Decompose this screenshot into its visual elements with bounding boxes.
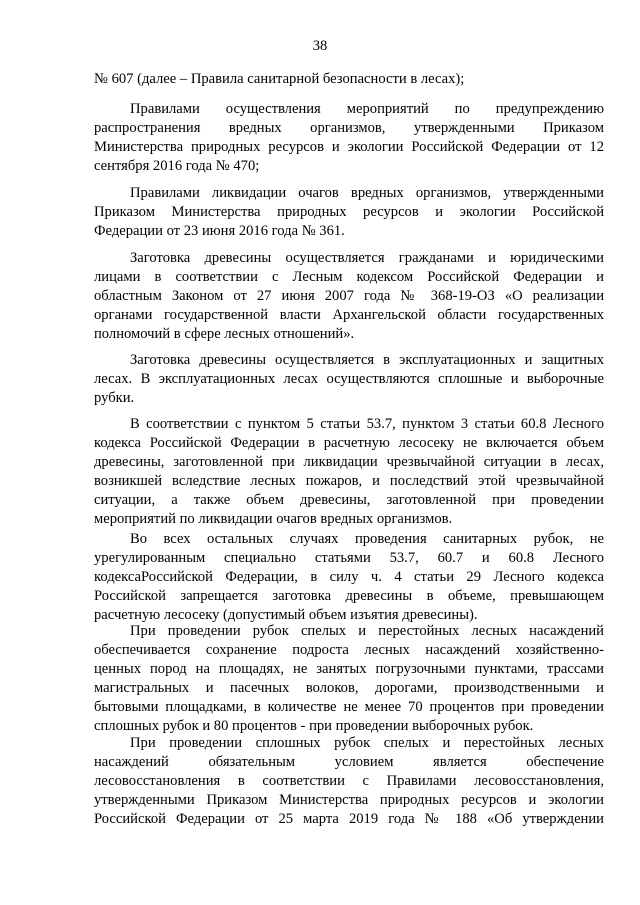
paragraph [94,249,604,344]
text-line: бытовыми площадками, в количестве не менее 70 процентов при проведении [94,699,604,716]
text-line: полномочий в сфере лесных отношений». [94,326,355,343]
text-line: При проведении рубок спелых и перестойных лесных насаждений [130,623,604,639]
paragraph [94,734,604,829]
paragraph [94,415,604,530]
text-line: областным Законом от 27 июня 2007 года № 368-19-ОЗ «О реализации [94,288,604,305]
paragraph [94,184,604,241]
text-line: Федерации от 23 июня 2016 года № 361. [94,223,345,240]
text-line: расчетную лесосеку (допустимый объем изъятия древесины). [94,607,478,624]
text-line: Приказом Министерства природных ресурсов и экологии Российской [94,204,604,221]
text-line: Правилами ликвидации очагов вредных организмов, утвержденными [130,185,604,201]
page-number: 38 [312,38,328,54]
text-line: возникшей вследствие лесных пожаров, и последствий этой чрезвычайной [94,473,604,490]
text-line: № 607 (далее – Правила санитарной безопасности в лесах); [94,71,465,87]
text-line: Министерства природных ресурсов и экологии Российской Федерации от 12 [94,139,604,156]
text-line: кодекса Российской Федерации в расчетную лесосеку не включается объем [94,435,604,452]
text-line: магистральных и пасечных волоков, дорогами, производственными и [94,680,604,697]
paragraph [94,351,604,408]
text-line: Российской Федерации от 25 марта 2019 года № 188 «Об утверждении [94,811,604,828]
text-line: Заготовка древесины осуществляется гражданами и юридическими [130,250,604,266]
text-line: насаждений обязательным условием является обеспечение [94,754,604,771]
text-line: Правилами осуществления мероприятий по предупреждению [130,101,604,117]
text-line: распространения вредных организмов, утвержденными Приказом [94,120,604,137]
text-line: ситуации, а также объем древесины, заготовленной при проведении [94,492,604,509]
text-line: Заготовка древесины осуществляется в эксплуатационных и защитных [130,352,604,368]
paragraph [94,70,604,89]
text-line: При проведении сплошных рубок спелых и перестойных лесных [130,735,604,751]
text-line: обеспечивается сохранение подроста лесных насаждений хозяйственно- [94,642,604,659]
text-line: лесах. В эксплуатационных лесах осуществляются сплошные и выборочные [94,371,604,388]
text-line: лесовосстановления в соответствии с Правилами лесовосстановления, [94,773,604,790]
paragraph [94,530,604,625]
text-line: урегулированным специально статьями 53.7, 60.7 и 60.8 Лесного [94,550,604,567]
text-line: Во всех остальных случаях проведения санитарных рубок, не [130,531,604,547]
text-line: Российской запрещается заготовка древесины в объеме, превышающем [94,588,604,605]
text-line: органами государственной власти Архангельской области государственных [94,307,604,324]
text-line: рубки. [94,390,135,407]
text-line: кодексаРоссийской Федерации, в силу ч. 4 статьи 29 Лесного кодекса [94,569,604,586]
text-line: сплошных рубок и 80 процентов - при проведении выборочных рубок. [94,718,534,735]
text-line: мероприятий по ликвидации очагов вредных организмов. [94,511,453,528]
text-line: древесины, заготовленной при ликвидации чрезвычайной ситуации в лесах, [94,454,604,471]
text-line: ценных пород на площадях, не занятых погрузочными пунктами, трассами [94,661,604,678]
text-line: утвержденными Приказом Министерства природных ресурсов и экологии [94,792,604,809]
text-line: В соответствии с пунктом 5 статьи 53.7, пунктом 3 статьи 60.8 Лесного [130,416,604,432]
paragraph [94,100,604,176]
text-line: лицами в соответствии с Лесным кодексом Российской Федерации и [94,269,604,286]
text-line: сентября 2016 года № 470; [94,158,260,175]
paragraph [94,622,604,737]
